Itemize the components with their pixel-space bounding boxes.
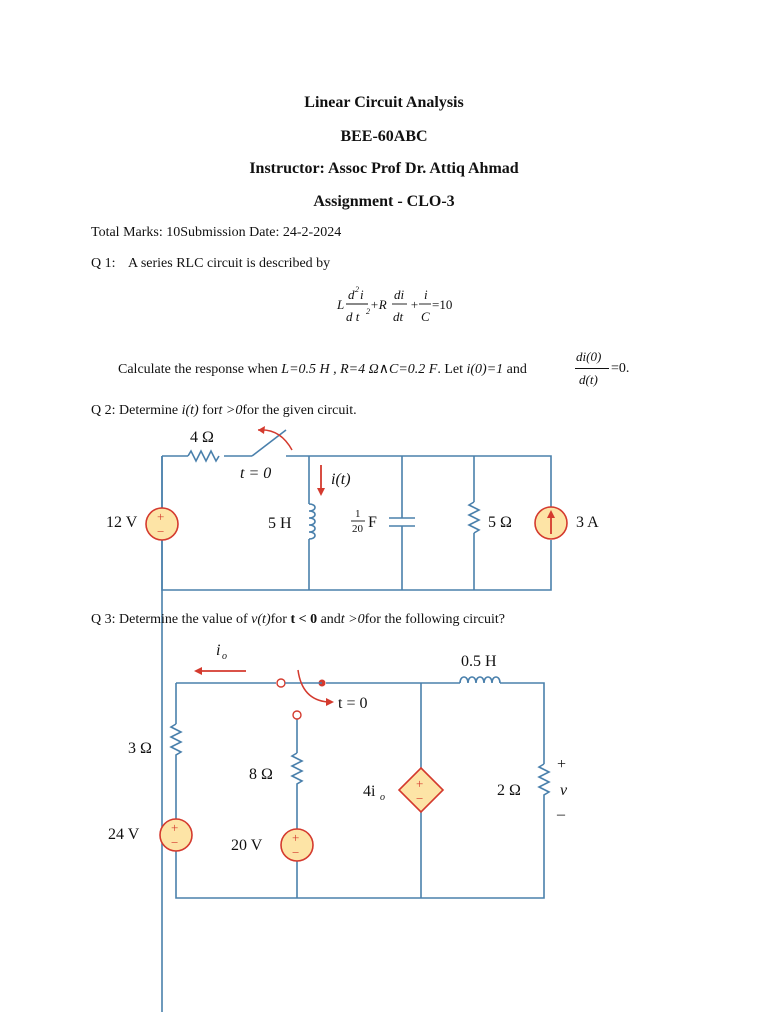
q3-cond2: t >0 [340,612,365,627]
label-24v: 24 V [108,826,140,843]
q1-rhs: =0. [611,361,630,376]
class-code: BEE-60ABC [340,128,428,145]
q3-v: v(t) [251,612,271,627]
label-t0: t = 0 [240,465,272,482]
label-io: i [216,642,221,659]
eq-sq2: 2 [366,307,370,316]
label-12v: 12 V [106,514,138,531]
q1-calc-lead: Calculate the response when [118,362,282,377]
q2-text-a: Q 2: Determine [91,403,182,418]
label-3a: 3 A [576,514,599,531]
eq-num1: d [348,287,355,302]
eq-den1: d t [346,309,360,324]
q3-text-a: Q 3: Determine the value of [91,612,252,627]
label-cap-unit: F [368,514,377,531]
src1-minus: − [171,835,179,850]
q1-calc-line [118,361,527,378]
label-it: i(t) [331,471,351,488]
switch-blade [252,430,286,456]
eq-den2: dt [393,309,404,324]
dep-plus: + [416,776,424,791]
label-v-plus: + [557,756,567,773]
src2-minus: − [292,845,300,860]
eq-rhs: =10 [432,297,453,312]
q3-circuit [0,636,768,916]
label-3ohm: 3 Ω [128,740,152,757]
label-4io-sub: o [380,792,385,803]
label-cap-num: 1 [355,508,361,520]
q2-text-b: for [198,403,219,418]
q1-frac-num: di(0) [576,349,602,364]
src2-plus: + [292,830,300,845]
instructor: Instructor: Assoc Prof Dr. Attiq Ahmad [249,160,519,177]
label-4ohm: 4 Ω [190,429,214,446]
q2-circuit [0,420,768,620]
q2-cond: t >0 [218,403,243,418]
q2-text-c: for the given circuit. [242,403,357,418]
q1-intro: A series RLC circuit is described by [128,256,331,271]
label-05h: 0.5 H [461,653,497,670]
course-title: Linear Circuit Analysis [304,94,464,111]
eq-plusR: +R [370,297,387,312]
marks-and-date: Total Marks: 10Submission Date: 24-2-2024 [91,225,342,240]
assignment-title: Assignment - CLO-3 [313,193,455,210]
q3-for: for [270,612,291,627]
eq-L: L [337,297,345,312]
label-20v: 20 V [231,837,263,854]
eq-i1: i [360,287,364,302]
eq-num3: i [424,287,428,302]
label-2ohm: 2 Ω [497,782,521,799]
src1-plus: + [171,820,179,835]
label-5h: 5 H [268,515,292,532]
q1-equation [333,283,473,328]
q1-frac-den: d(t) [579,372,598,387]
eq-num2: di [394,287,405,302]
label-v: v [560,782,568,799]
label-io-sub: o [222,651,227,662]
q2-question [91,403,357,419]
label-v-minus: – [557,806,565,823]
q3-question [91,612,505,628]
q3-and: and [317,612,341,627]
src-plus: + [157,509,165,524]
q1-label: Q 1: [91,256,116,271]
dep-minus: − [416,791,424,806]
q1-init1: i(0)=1 [466,362,504,377]
label-cap-den: 20 [352,523,363,535]
q3-bold-cond: t < 0 [290,612,318,627]
q1-let: . Let [437,362,467,377]
q3-text-c: for the following circuit? [364,612,505,627]
eq-sq1: 2 [355,285,359,294]
q2-i-of-t: i(t) [181,403,199,418]
q1-and: and [503,362,527,377]
eq-den3: C [421,309,430,324]
label-5ohm: 5 Ω [488,514,512,531]
src-minus: − [157,524,165,539]
q1-frac-bar [575,368,609,369]
label-4io: 4i [363,783,376,800]
q1-params: L=0.5 H , R=4 Ω∧C=0.2 F [281,362,438,377]
eq-plus: + [410,297,419,312]
label-t0-2: t = 0 [338,695,368,712]
label-8ohm: 8 Ω [249,766,273,783]
